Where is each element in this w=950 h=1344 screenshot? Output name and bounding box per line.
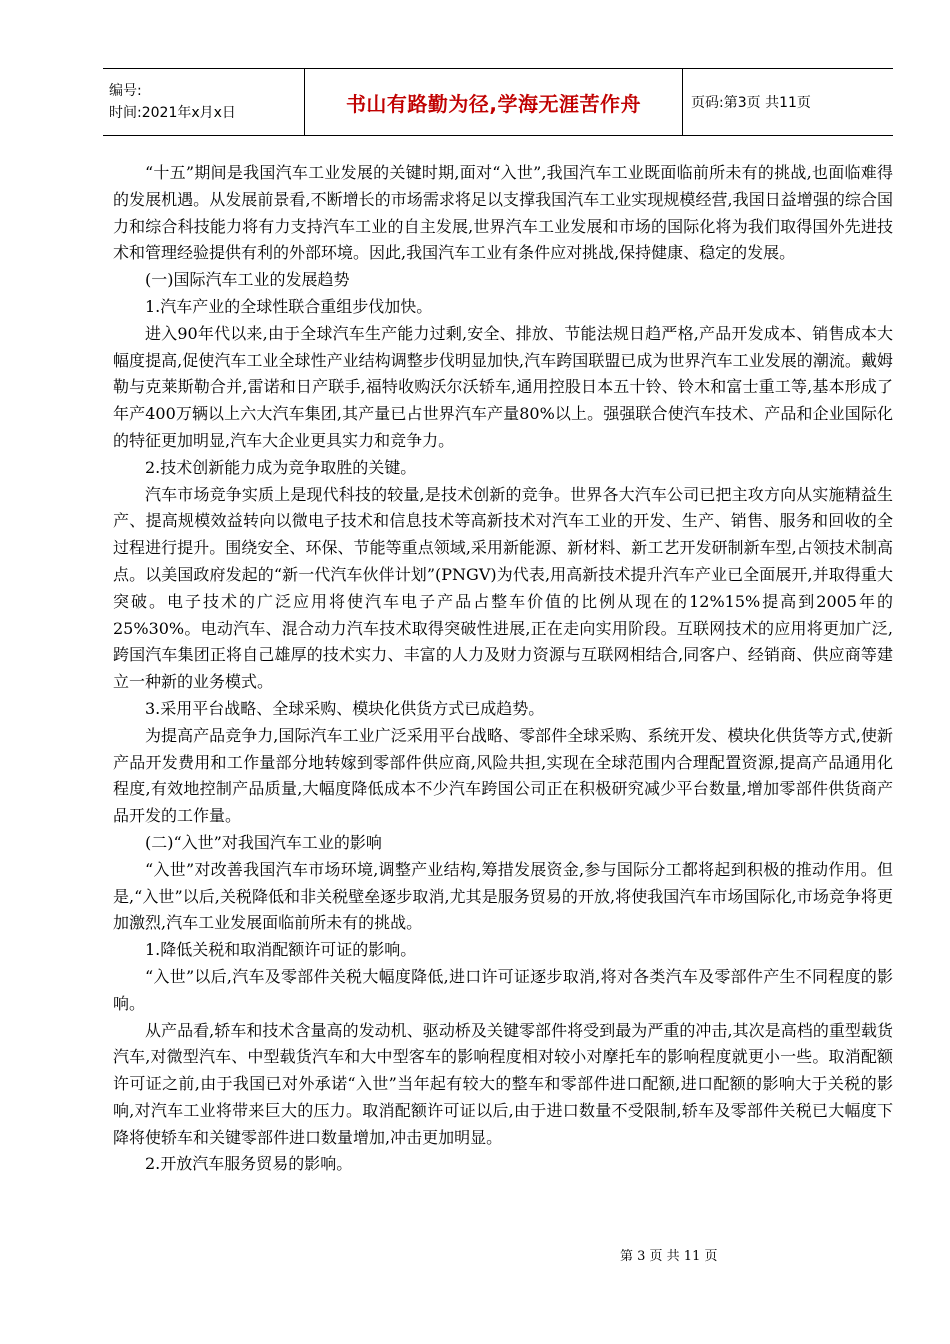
motto: 书山有路勤为径,学海无涯苦作舟 bbox=[345, 91, 642, 116]
paragraph: “入世”对改善我国汽车市场环境,调整产业结构,筹措发展资金,参与国际分工都将起到积极的推动作用。但是,“入世”以后,关税降低和非关税壁垒逐步取消,尤其是服务贸易的开放,将使我国汽车市场国际化,市场竞争将更加激烈,汽车工业发展面临前所未有的挑战。 bbox=[113, 859, 893, 933]
page-footer: 第 3 页 共 11 页 bbox=[620, 1249, 718, 1264]
time-label: 时间:2021年x月x日 bbox=[109, 105, 236, 121]
number-label: 编号: bbox=[109, 83, 142, 99]
paragraph: 汽车市场竞争实质上是现代科技的较量,是技术创新的竞争。世界各大汽车公司已把主攻方向从实施精益生产、提高规模效益转向以微电子技术和信息技术等高新技术对汽车工业的开发、生产、销售、服务和回收的全过程进行提升。围绕安全、环保、节能等重点领域,采用新能源、新材料、新工艺开发研制新车型,占领技术制高点。以美国政府发起的“新一代汽车伙伴计划”(PNGV)为代表,用高新技术提升汽车产业已全面展开,并取得重大突破。电子技术的广泛应用将使汽车电子产品占整车价值的比例从现在的12%15%提高到2005年的25%30%。电动汽车、混合动力汽车技术取得突破性进展,正在走向实用阶段。互联网技术的应用将更加广泛,跨国汽车集团正将自己雄厚的技术实力、丰富的人力及财力资源与互联网相结合,同客户、经销商、供应商等建立一种新的业务模式。 bbox=[113, 484, 893, 692]
subheading: 3.采用平台战略、全球采购、模块化供货方式已成趋势。 bbox=[145, 698, 545, 718]
subheading: 1.汽车产业的全球性联合重组步伐加快。 bbox=[145, 296, 433, 316]
subheading: 1.降低关税和取消配额许可证的影响。 bbox=[145, 940, 417, 960]
paragraph: 从产品看,轿车和技术含量高的发动机、驱动桥及关键零部件将受到最为严重的冲击,其次是高档的重型载货汽车,对微型汽车、中型载货汽车和大中型客车的影响程度相对较小对摩托车的影响程度就更小一些。取消配额许可证之前,由于我国已对外承诺“入世”当年起有较大的整车和零部件进口配额,进口配额的影响大于关税的影响,对汽车工业将带来巨大的压力。取消配额许可证以后,由于进口数量不受限制,轿车及零部件关税已大幅度下降将使轿车和关键零部件进口数量增加,冲击更加明显。 bbox=[113, 1020, 893, 1147]
paragraph: 进入90年代以来,由于全球汽车生产能力过剩,安全、排放、节能法规日趋严格,产品开发成本、销售成本大幅度提高,促使汽车工业全球性产业结构调整步伐明显加快,汽车跨国联盟已成为世界汽车工业发展的潮流。戴姆勒与克莱斯勒合并,雷诺和日产联手,福特收购沃尔沃轿车,通用控股日本五十铃、铃木和富士重工等,基本形成了年产400万辆以上六大汽车集团,其产量已占世界汽车产量80%以上。强强联合使汽车技术、产品和企业国际化的特征更加明显,汽车大企业更具实力和竞争力。 bbox=[113, 323, 893, 450]
subheading: 2.开放汽车服务贸易的影响。 bbox=[145, 1154, 353, 1174]
section-heading: (一)国际汽车工业的发展趋势 bbox=[145, 270, 350, 290]
paragraph: 为提高产品竞争力,国际汽车工业广泛采用平台战略、零部件全球采购、系统开发、模块化供货等方式,使新产品开发费用和工作量部分地转嫁到零部件供应商,风险共担,实现在全球范围内合理配置资源,提高产品通用化程度,有效地控制产品质量,大幅度降低成本不少汽车跨国公司正在积极研究减少平台数量,增加零部件供货商产品开发的工作量。 bbox=[113, 725, 893, 826]
page-info: 页码:第3页 共11页 bbox=[691, 95, 811, 111]
header-motto-cell bbox=[304, 69, 683, 135]
subheading: 2.技术创新能力成为竞争取胜的关键。 bbox=[145, 457, 417, 477]
document-body bbox=[113, 160, 893, 1178]
section-heading: (二)“入世”对我国汽车工业的影响 bbox=[145, 832, 382, 852]
paragraph: “入世”以后,汽车及零部件关税大幅度降低,进口许可证逐步取消,将对各类汽车及零部件产生不同程度的影响。 bbox=[113, 966, 893, 1013]
paragraph: “十五”期间是我国汽车工业发展的关键时期,面对“入世”,我国汽车工业既面临前所未有的挑战,也面临难得的发展机遇。从发展前景看,不断增长的市场需求将足以支撑我国汽车工业实现规模经营,我国日益增强的综合国力和综合科技能力将有力支持汽车工业的自主发展,世界汽车工业发展和市场的国际化将为我们取得国外先进技术和管理经验提供有利的外部环境。因此,我国汽车工业有条件应对挑战,保持健康、稳定的发展。 bbox=[113, 163, 893, 263]
header-left-cell bbox=[103, 69, 304, 135]
page-header bbox=[103, 68, 893, 136]
header-right-cell bbox=[683, 69, 893, 135]
